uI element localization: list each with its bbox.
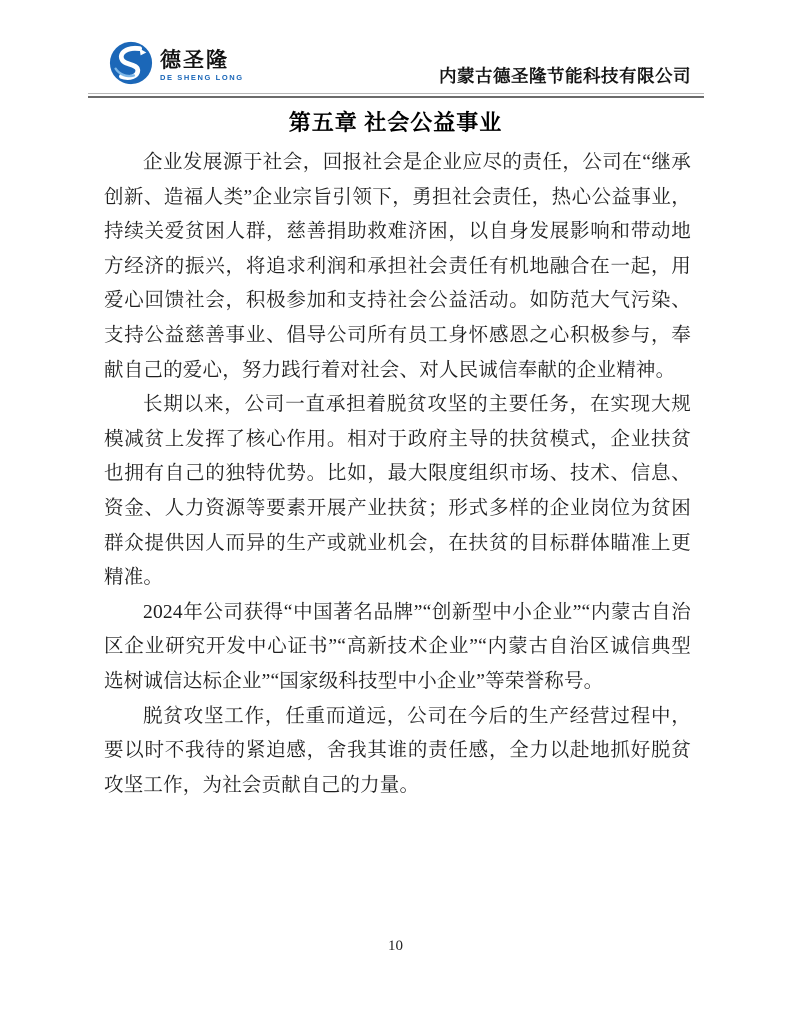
page-number: 10 [388, 938, 403, 954]
logo-name-en: DE SHENG LONG [160, 72, 244, 82]
paragraph: 脱贫攻坚工作，任重而道远，公司在今后的生产经营过程中，要以时不我待的紧迫感，舍我其谁的责任感，全力以赴地抓好脱贫攻坚工作，为社会贡献自己的力量。 [104, 705, 691, 796]
paragraph: 长期以来，公司一直承担着脱贫攻坚的主要任务，在实现大规模减贫上发挥了核心作用。相对于政府主导的扶贫模式，企业扶贫也拥有自己的独特优势。比如，最大限度组织市场、技术、信息、资金、人力资源等要素开展产业扶贫；形式多样的企业岗位为贫困群众提供因人而异的生产或就业机会，在扶贫的目标群体瞄准上更精准。 [104, 394, 691, 589]
chapter-title: 第五章 社会公益事业 [288, 110, 503, 135]
header-company-name: 内蒙古德圣隆节能科技有限公司 [439, 66, 691, 86]
paragraph: 企业发展源于社会，回报社会是企业应尽的责任，公司在“继承创新、造福人类”企业宗旨引领下，勇担社会责任，热心公益事业，持续关爱贫困人群，慈善捐助救难济困，以自身发展影响和带动地方经济的振兴，将追求利润和承担社会责任有机地融合在一起，用爱心回馈社会，积极参加和支持社会公益活动。如防范大气污染、支持公益慈善事业、倡导公司所有员工身怀感恩之心积极参与，奉献自己的爱心，努力践行着对社会、对人民诚信奉献的企业精神。 [104, 152, 691, 381]
dragon-logo-icon [108, 40, 154, 91]
logo-name-cn: 德圣隆 [160, 48, 229, 72]
document-body [104, 146, 691, 803]
header-divider [88, 93, 704, 98]
paragraph: 2024年公司获得“中国著名品牌”“创新型中小企业”“内蒙古自治区企业研究开发中心证书”“高新技术企业”“内蒙古自治区诚信典型选树诚信达标企业”“国家级科技型中小企业”等荣誉称号。 [104, 601, 691, 692]
company-logo [108, 40, 244, 91]
logo-text [160, 50, 244, 82]
